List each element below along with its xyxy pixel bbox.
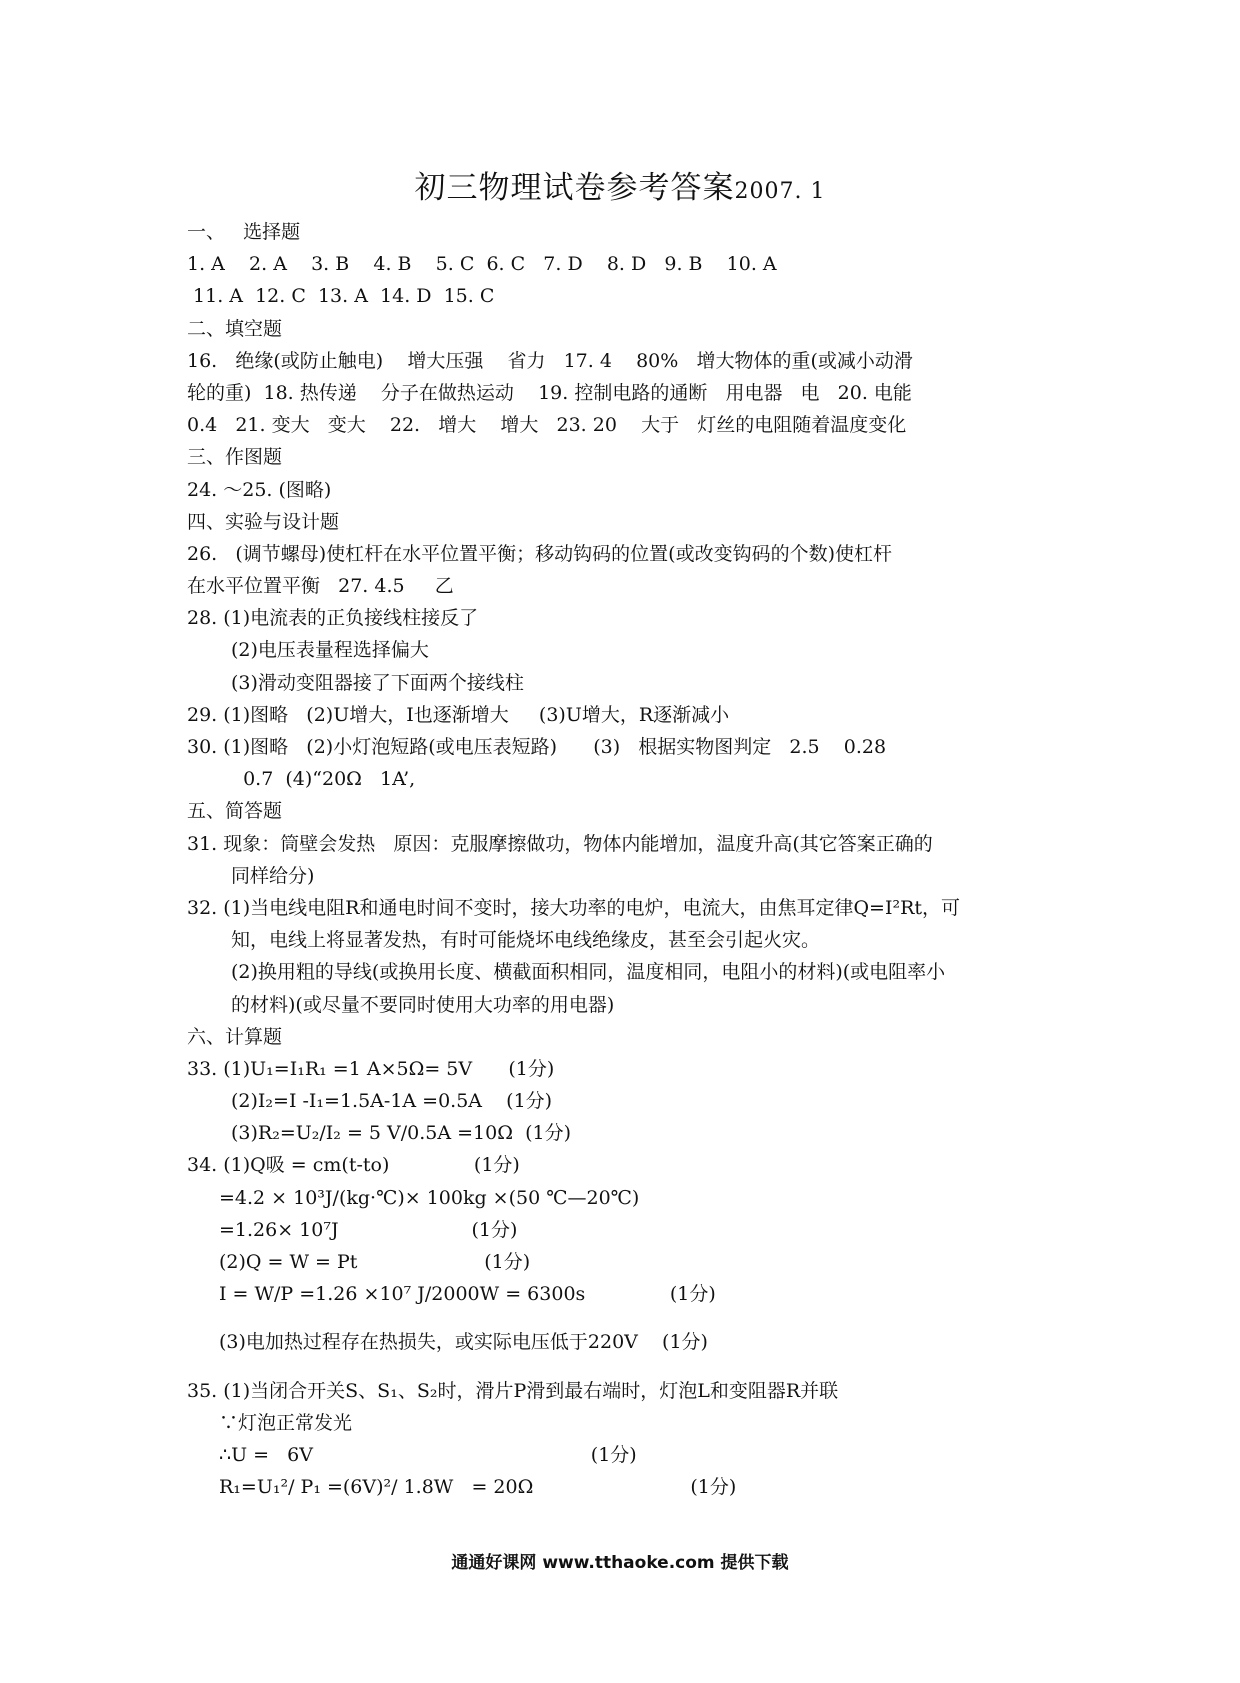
section-heading: 六、计算题 <box>187 1025 283 1048</box>
answer-line: 26. (调节螺母)使杠杆在水平位置平衡；移动钩码的位置(或改变钩码的个数)使杠杆 <box>187 542 892 565</box>
footer-credit: 通通好课网 www.tthaoke.com 提供下载 <box>451 1553 789 1573</box>
section-heading: 四、实验与设计题 <box>187 510 340 533</box>
section-heading: 三、作图题 <box>187 446 283 469</box>
answer-line: 0.4 21. 变大 变大 22. 增大 增大 23. 20 大于 灯丝的电阻随着温度变化 <box>187 414 907 437</box>
answer-line: (2)I₂=I -I₁=1.5A-1A =0.5A (1分) <box>231 1090 553 1113</box>
section-heading: 五、简答题 <box>187 800 283 823</box>
answer-line: 11. A 12. C 13. A 14. D 15. C <box>187 285 495 308</box>
answer-line: (3)电加热过程存在热损失，或实际电压低于220V (1分) <box>219 1331 708 1354</box>
answer-line: 31. 现象：筒壁会发热 原因：克服摩擦做功，物体内能增加，温度升高(其它答案正确的 <box>187 832 933 855</box>
title-date: 2007. 1 <box>734 179 826 204</box>
answer-line: 知，电线上将显著发热，有时可能烧坏电线绝缘皮，甚至会引起火灾。 <box>231 929 821 952</box>
answer-line: 28. (1)电流表的正负接线柱接反了 <box>187 607 479 630</box>
answer-line: ∵灯泡正常发光 <box>219 1411 353 1434</box>
answer-line: 33. (1)U₁=I₁R₁ =1 A×5Ω= 5V (1分) <box>187 1057 555 1080</box>
answer-line: 同样给分) <box>231 864 315 887</box>
answer-line: ∴U = 6V (1分) <box>219 1443 637 1466</box>
answer-line: 16. 绝缘(或防止触电) 增大压强 省力 17. 4 80% 增大物体的重(或减小动滑 <box>187 349 913 372</box>
answer-line: (3)滑动变阻器接了下面两个接线柱 <box>231 671 524 694</box>
title-main: 初三物理试卷参考答案 <box>414 170 735 206</box>
answer-line: I = W/P =1.26 ×10⁷ J/2000W = 6300s (1分) <box>219 1283 716 1306</box>
answer-body <box>187 216 1067 1503</box>
answer-line: 24. ～25. (图略) <box>187 478 332 501</box>
answer-line: 32. (1)当电线电阻R和通电时间不变时，接大功率的电炉，电流大，由焦耳定律Q=I²Rt，可 <box>187 896 961 919</box>
answer-line: 35. (1)当闭合开关S、S₁、S₂时，滑片P滑到最右端时，灯泡L和变阻器R并联 <box>187 1379 839 1402</box>
answer-line: R₁=U₁²/ P₁ =(6V)²/ 1.8W = 20Ω (1分) <box>219 1476 737 1499</box>
answer-line: (3)R₂=U₂/I₂ = 5 V/0.5A =10Ω (1分) <box>231 1122 571 1145</box>
answer-line: 30. (1)图略 (2)小灯泡短路(或电压表短路) (3) 根据实物图判定 2.5 0.28 <box>187 736 887 758</box>
answer-line: 29. (1)图略 (2)U增大，I也逐渐增大 (3)U增大，R逐渐减小 <box>187 703 730 726</box>
answer-line: 0.7 (4)“20Ω 1A’, <box>231 768 416 791</box>
answer-line: =4.2 × 10³J/(kg·℃)× 100kg ×(50 ℃—20℃) <box>219 1186 640 1209</box>
answer-line: =1.26× 10⁷J (1分) <box>219 1218 518 1241</box>
answer-line: 的材料)(或尽量不要同时使用大功率的用电器) <box>231 993 615 1016</box>
section-heading: 二、填空题 <box>187 317 283 340</box>
answer-line: 1. A 2. A 3. B 4. B 5. C 6. C 7. D 8. D 9. B 10. A <box>187 253 777 276</box>
answer-line: (2)电压表量程选择偏大 <box>231 639 429 662</box>
answer-line: (2)Q = W = Pt (1分) <box>219 1251 531 1273</box>
answer-line: 轮的重) 18. 热传递 分子在做热运动 19. 控制电路的通断 用电器 电 20. 电能 <box>187 381 912 404</box>
section-heading: 一、 选择题 <box>187 221 301 243</box>
answer-line: 在水平位置平衡 27. 4.5 乙 <box>187 575 454 598</box>
answer-line: (2)换用粗的导线(或换用长度、横截面积相同，温度相同，电阻小的材料)(或电阻率小 <box>231 961 946 984</box>
page-title <box>0 162 1240 207</box>
answer-line: 34. (1)Q吸 = cm(t-to) (1分) <box>187 1154 520 1177</box>
